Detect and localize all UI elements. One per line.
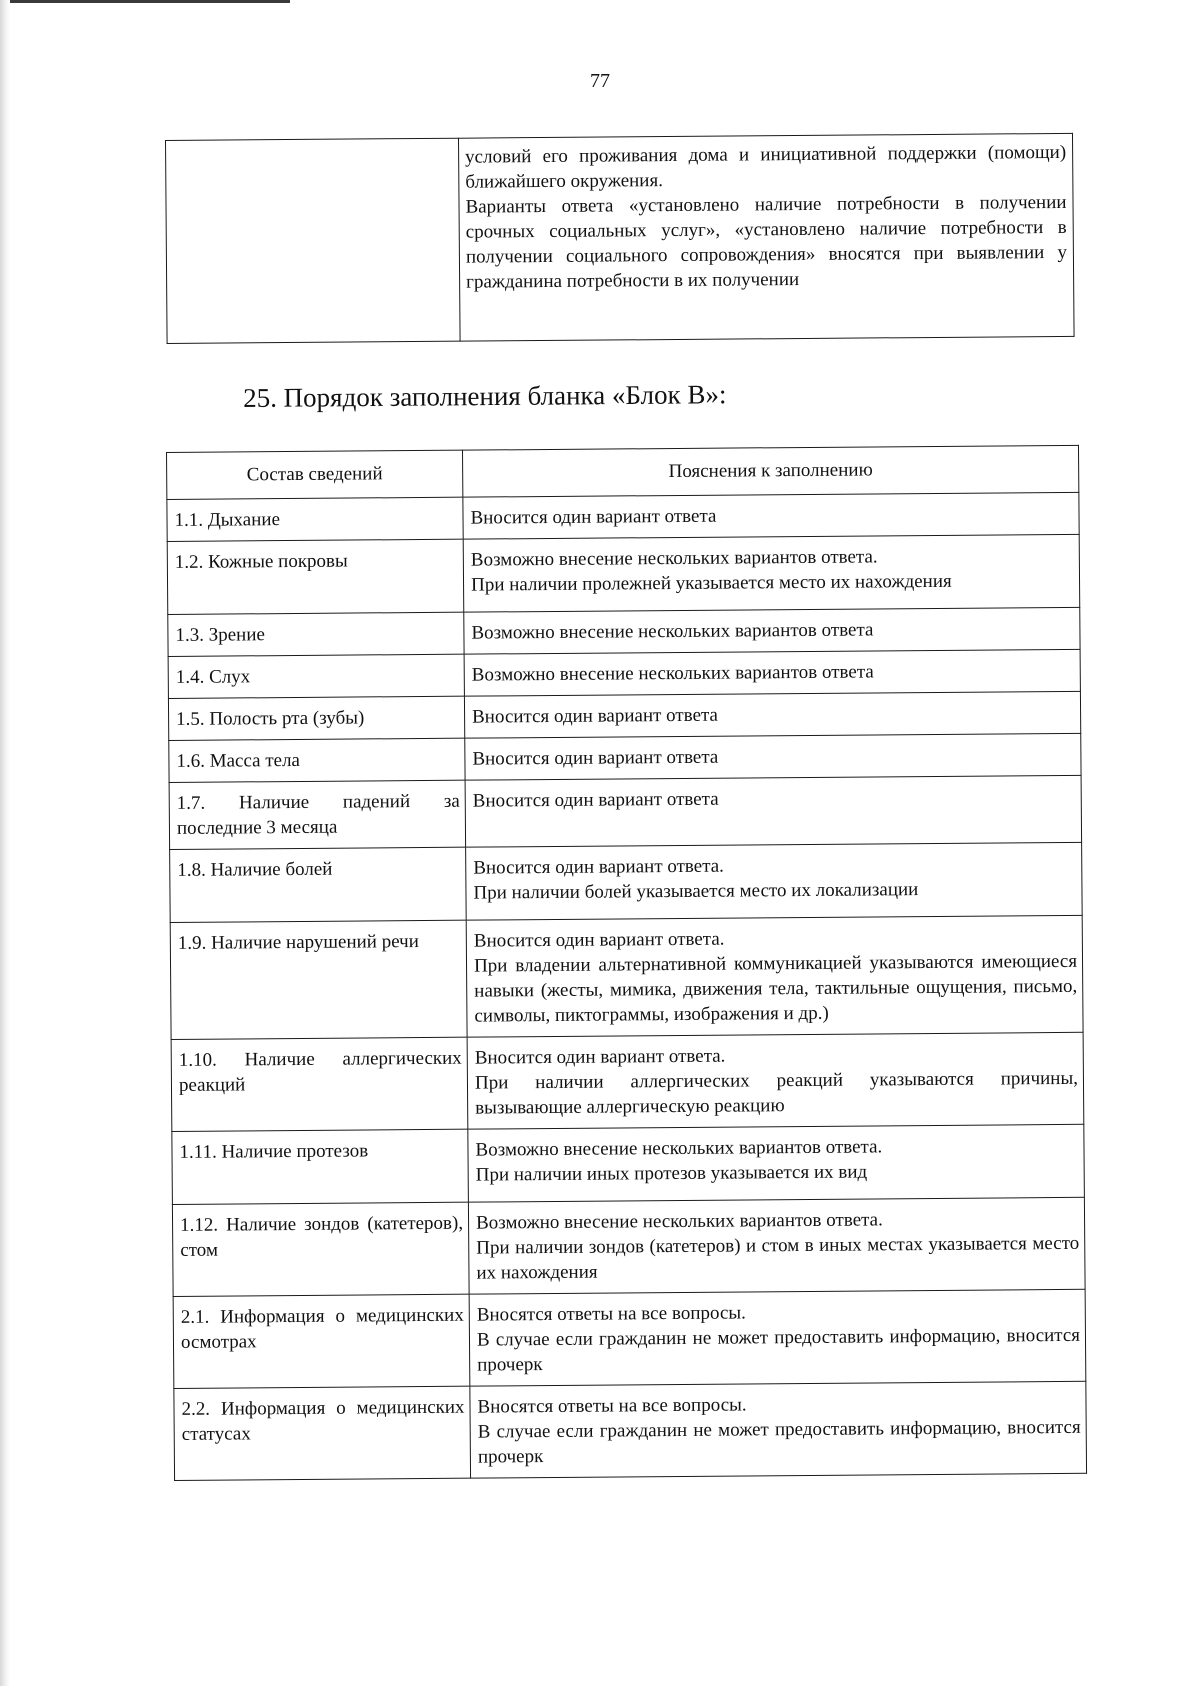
row-note (465, 775, 1082, 847)
row-label: 1.5. Полость рта (зубы) (168, 696, 464, 740)
note-line: Возможно внесение нескольких вариантов ответа. (470, 546, 878, 571)
continuation-empty-cell (166, 138, 461, 343)
row-note (467, 1032, 1084, 1129)
row-note (463, 534, 1080, 612)
row-note (466, 842, 1083, 920)
table-row (168, 691, 1080, 740)
row-label: 1.1. Дыхание (167, 497, 463, 541)
note-line: Вносится один вариант ответа (472, 746, 719, 770)
row-note (470, 1381, 1087, 1478)
note-line: Вносится один вариант ответа. (474, 1045, 726, 1069)
note-line: При наличии зондов (катетеров) и стом в иных местах указывается место их нахождения (476, 1232, 1080, 1284)
row-label: 1.11. Наличие протезов (172, 1129, 469, 1204)
note-line: Вносится один вариант ответа (472, 704, 719, 728)
note-line: При наличии болей указывается место их локализации (473, 879, 919, 904)
note-line: Возможно внесение нескольких вариантов ответа. (475, 1136, 883, 1161)
table-row (167, 492, 1079, 541)
table-row (174, 1381, 1087, 1480)
note-line: Вносятся ответы на все вопросы. (477, 1394, 747, 1418)
table-row (168, 649, 1080, 698)
note-line: Вносится один вариант ответа. (473, 855, 724, 879)
row-note (464, 607, 1080, 654)
row-label: 1.10. Наличие аллергических реакций (171, 1037, 468, 1131)
row-label: 1.12. Наличие зондов (катетеров), стом (172, 1202, 469, 1296)
row-note (464, 649, 1080, 696)
row-note (464, 691, 1080, 738)
row-label: 2.1. Информация о медицинских осмотрах (173, 1294, 470, 1388)
row-note (466, 915, 1083, 1037)
note-line: Возможно внесение нескольких вариантов ответа (471, 661, 874, 686)
continuation-table (165, 133, 1075, 344)
table-row (171, 1032, 1084, 1131)
row-note (465, 733, 1081, 780)
table-row (172, 1124, 1085, 1204)
note-line: Возможно внесение нескольких вариантов ответа. (475, 1209, 883, 1234)
table-row (167, 534, 1080, 614)
row-note (469, 1289, 1086, 1386)
note-line: При наличии пролежней указывается место их нахождения (470, 570, 952, 596)
continuation-row (166, 133, 1075, 343)
column-header: Состав сведений (167, 450, 463, 499)
note-line: Вносится один вариант ответа (472, 788, 719, 812)
row-label: 2.2. Информация о медицинских статусах (174, 1386, 471, 1480)
row-label: 1.6. Масса тела (169, 738, 465, 782)
note-line: Вносятся ответы на все вопросы. (476, 1302, 746, 1326)
row-label: 1.2. Кожные покровы (167, 539, 464, 614)
table-row (170, 842, 1083, 922)
row-note (468, 1197, 1085, 1294)
continuation-text-cell (458, 133, 1074, 341)
section-heading: 25. Порядок заполнения бланка «Блок В»: (243, 379, 727, 413)
note-line: В случае если гражданин не может предоставить информацию, вносится прочерк (477, 1416, 1081, 1468)
column-header: Пояснения к заполнению (462, 445, 1078, 497)
row-note (468, 1124, 1085, 1202)
row-note (463, 492, 1079, 539)
table-row (169, 775, 1081, 849)
scan-edge-left (0, 0, 10, 1686)
row-label: 1.4. Слух (168, 654, 464, 698)
row-label: 1.8. Наличие болей (170, 847, 467, 922)
row-label: 1.3. Зрение (168, 612, 464, 656)
note-line: При наличии аллергических реакций указываются причины, вызывающие аллергическую реакцию (474, 1067, 1079, 1119)
continuation-line: условий его проживания дома и инициативной поддержки (помощи) ближайшего окружения. (465, 141, 1067, 193)
row-label: 1.9. Наличие нарушений речи (170, 920, 467, 1039)
note-line: Вносится один вариант ответа (470, 505, 717, 529)
continuation-line: Варианты ответа «установлено наличие потребности в получении срочных социальных услуг», «установлено наличие потребности в получении социального сопровождения» вносятся при выявлении у гражданина потребности в их получении (465, 191, 1067, 293)
note-line: При наличии иных протезов указывается их вид (475, 1161, 868, 1186)
table-header-row (167, 445, 1079, 499)
page-number: 77 (590, 70, 610, 92)
note-line: Вносится один вариант ответа. (473, 928, 725, 952)
row-label: 1.7. Наличие падений за последние 3 месяца (169, 780, 466, 849)
table-row (173, 1289, 1086, 1388)
note-line: Возможно внесение нескольких вариантов ответа (471, 619, 874, 644)
table-row (172, 1197, 1085, 1296)
table-row (169, 733, 1081, 782)
table-row (168, 607, 1080, 656)
note-line: При владении альтернативной коммуникацией указываются имеющиеся навыки (жесты, мимика, движения тела, тактильные ощущения, письмо, символы, пиктограммы, изображения и др.) (473, 950, 1078, 1027)
table-row (170, 915, 1083, 1039)
scan-edge-top (0, 0, 290, 3)
block-v-table (166, 445, 1087, 1481)
note-line: В случае если гражданин не может предоставить информацию, вносится прочерк (476, 1324, 1081, 1376)
